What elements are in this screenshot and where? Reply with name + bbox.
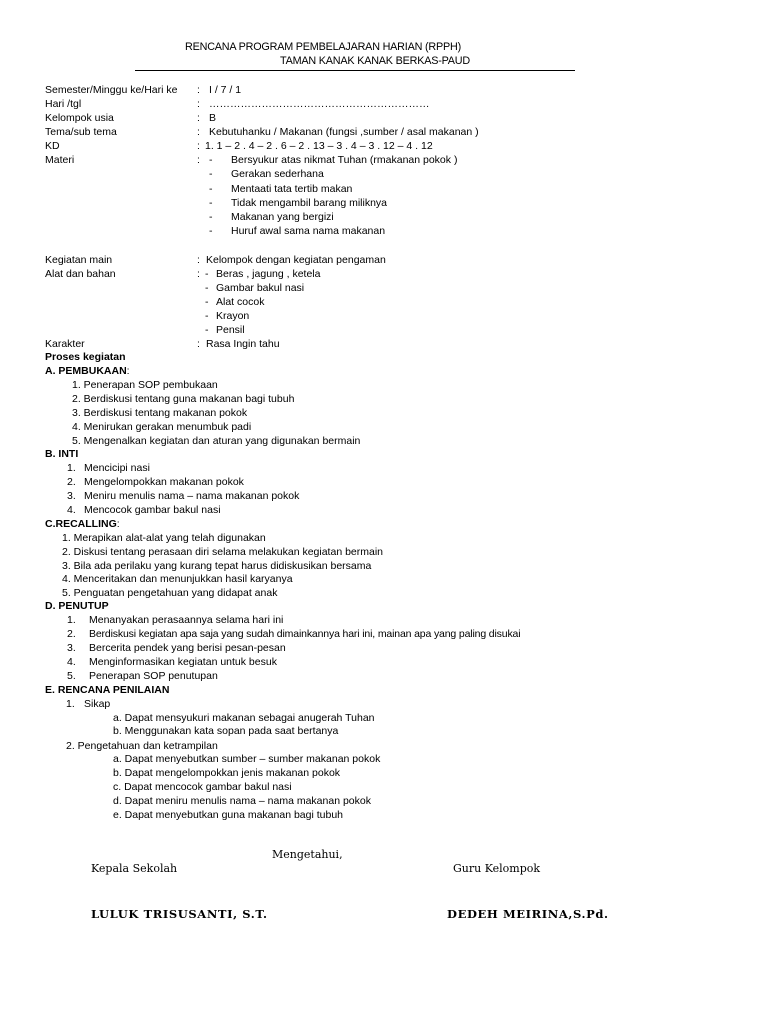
- list-number: 1.: [67, 614, 76, 626]
- date-label: Hari /tgl: [45, 98, 82, 110]
- date-value: ………………………………………………………: [209, 98, 430, 110]
- list-item: c. Dapat mencocok gambar bakul nasi: [113, 781, 292, 793]
- colon: :: [197, 254, 200, 266]
- list-item: 4. Menirukan gerakan menumbuk padi: [72, 421, 252, 433]
- materi-item: Gerakan sederhana: [231, 168, 324, 180]
- list-number: 5.: [67, 670, 76, 682]
- semester-label: Semester/Minggu ke/Hari ke: [45, 84, 178, 96]
- kd-value: 1. 1 – 2 . 4 – 2 . 6 – 2 . 13 – 3 . 4 – 3 . 12 – 4 . 12: [205, 140, 433, 152]
- teacher-name: DEDEH MEIRINA,S.Pd.: [447, 907, 609, 921]
- material-item: Alat cocok: [216, 296, 265, 308]
- colon: :: [197, 84, 200, 96]
- materi-item: Tidak mengambil barang miliknya: [231, 197, 388, 209]
- material-item: Beras , jagung , ketela: [216, 268, 321, 280]
- bullet-dash: -: [209, 183, 213, 195]
- list-item: Menginformasikan kegiatan untuk besuk: [89, 656, 277, 668]
- section-d-heading: D. PENUTUP: [45, 600, 109, 612]
- materi-item: Bersyukur atas nikmat Tuhan (rmakanan pokok ): [231, 154, 458, 166]
- list-item: Penerapan SOP penutupan: [89, 670, 218, 682]
- list-number: 1.: [66, 698, 75, 710]
- list-number: 4.: [67, 656, 76, 668]
- age-group-label: Kelompok usia: [45, 112, 114, 124]
- teacher-label: Guru Kelompok: [453, 862, 541, 875]
- list-item: Mengelompokkan makanan pokok: [84, 476, 244, 488]
- colon: :: [197, 338, 200, 350]
- bullet-dash: -: [205, 324, 209, 336]
- list-item: Menanyakan perasaannya selama hari ini: [89, 614, 284, 626]
- colon: :: [197, 98, 200, 110]
- list-number: 4.: [67, 504, 76, 516]
- list-item: 1. Penerapan SOP pembukaan: [72, 379, 218, 391]
- material-item: Gambar bakul nasi: [216, 282, 305, 294]
- list-item: b. Dapat mengelompokkan jenis makanan pokok: [113, 767, 341, 779]
- materi-item: Mentaati tata tertib makan: [231, 183, 353, 195]
- list-item: 2. Diskusi tentang perasaan diri selama melakukan kegiatan bermain: [62, 546, 384, 558]
- materi-item: Huruf awal sama nama makanan: [231, 225, 386, 237]
- section-c-heading: C.RECALLING:: [45, 518, 120, 530]
- list-item: 3. Berdiskusi tentang makanan pokok: [72, 407, 248, 419]
- list-item: 2. Berdiskusi tentang guna makanan bagi tubuh: [72, 393, 295, 405]
- bullet-dash: -: [205, 296, 209, 308]
- title-divider: [135, 70, 575, 71]
- character-label: Karakter: [45, 338, 85, 350]
- colon: :: [197, 154, 200, 166]
- material-item: Krayon: [216, 310, 250, 322]
- list-number: 3.: [67, 642, 76, 654]
- principal-label: Kepala Sekolah: [91, 862, 178, 875]
- list-number: 2.: [67, 476, 76, 488]
- colon: :: [197, 268, 200, 280]
- activity-label: Kegiatan main: [45, 254, 113, 266]
- list-item: 1. Merapikan alat-alat yang telah digunakan: [62, 532, 266, 544]
- theme-label: Tema/sub tema: [45, 126, 117, 138]
- bullet-dash: -: [209, 154, 213, 166]
- list-number: 2.: [67, 628, 76, 640]
- principal-name: LULUK TRISUSANTI, S.T.: [91, 907, 268, 921]
- bullet-dash: -: [209, 225, 213, 237]
- materials-label: Alat dan bahan: [45, 268, 116, 280]
- assessment-attitude-label: Sikap: [84, 698, 111, 710]
- bullet-dash: -: [205, 310, 209, 322]
- document-title: RENCANA PROGRAM PEMBELAJARAN HARIAN (RPPH): [185, 41, 461, 53]
- list-item: Berdiskusi kegiatan apa saja yang sudah dimainkannya hari ini, mainan apa yang paling disukai: [89, 628, 521, 640]
- school-name: TAMAN KANAK KANAK BERKAS-PAUD: [280, 55, 470, 67]
- list-item: e. Dapat menyebutkan guna makanan bagi tubuh: [113, 809, 344, 821]
- process-heading: Proses kegiatan: [45, 351, 126, 363]
- list-item: Mencocok gambar bakul nasi: [84, 504, 221, 516]
- list-item: a. Dapat mensyukuri makanan sebagai anugerah Tuhan: [113, 712, 375, 724]
- bullet-dash: -: [209, 211, 213, 223]
- list-item: Mencicipi nasi: [84, 462, 150, 474]
- list-item: 5. Mengenalkan kegiatan dan aturan yang digunakan bermain: [72, 435, 361, 447]
- material-item: Pensil: [216, 324, 245, 336]
- bullet-dash: -: [209, 197, 213, 209]
- section-c-title: C.RECALLING: [45, 518, 117, 530]
- list-number: 3.: [67, 490, 76, 502]
- activity-value: Kelompok dengan kegiatan pengaman: [206, 254, 386, 266]
- list-item: 4. Menceritakan dan menunjukkan hasil karyanya: [62, 573, 293, 585]
- section-a-title: A. PEMBUKAAN: [45, 365, 127, 377]
- colon: :: [197, 112, 200, 124]
- assessment-knowledge-label: 2. Pengetahuan dan ketrampilan: [66, 740, 218, 752]
- age-group-value: B: [209, 112, 217, 124]
- list-item: Meniru menulis nama – nama makanan pokok: [84, 490, 300, 502]
- acknowledged-label: Mengetahui,: [272, 848, 343, 861]
- semester-value: I / 7 / 1: [209, 84, 242, 96]
- list-number: 1.: [67, 462, 76, 474]
- character-value: Rasa Ingin tahu: [206, 338, 280, 350]
- section-a-heading: A. PEMBUKAAN:: [45, 365, 130, 377]
- materi-item: Makanan yang bergizi: [231, 211, 334, 223]
- bullet-dash: -: [209, 168, 213, 180]
- theme-value: Kebutuhanku / Makanan (fungsi ,sumber / asal makanan ): [209, 126, 479, 138]
- section-b-heading: B. INTI: [45, 448, 79, 460]
- bullet-dash: -: [205, 268, 209, 280]
- list-item: a. Dapat menyebutkan sumber – sumber makanan pokok: [113, 753, 381, 765]
- list-item: Bercerita pendek yang berisi pesan-pesan: [89, 642, 286, 654]
- list-item: b. Menggunakan kata sopan pada saat bertanya: [113, 725, 339, 737]
- bullet-dash: -: [205, 282, 209, 294]
- list-item: d. Dapat meniru menulis nama – nama makanan pokok: [113, 795, 371, 807]
- list-item: 5. Penguatan pengetahuan yang didapat anak: [62, 587, 278, 599]
- section-e-heading: E. RENCANA PENILAIAN: [45, 684, 170, 696]
- list-item: 3. Bila ada perilaku yang kurang tepat harus didiskusikan bersama: [62, 560, 372, 572]
- colon: :: [197, 140, 200, 152]
- colon: :: [197, 126, 200, 138]
- kd-label: KD: [45, 140, 60, 152]
- materi-label: Materi: [45, 154, 75, 166]
